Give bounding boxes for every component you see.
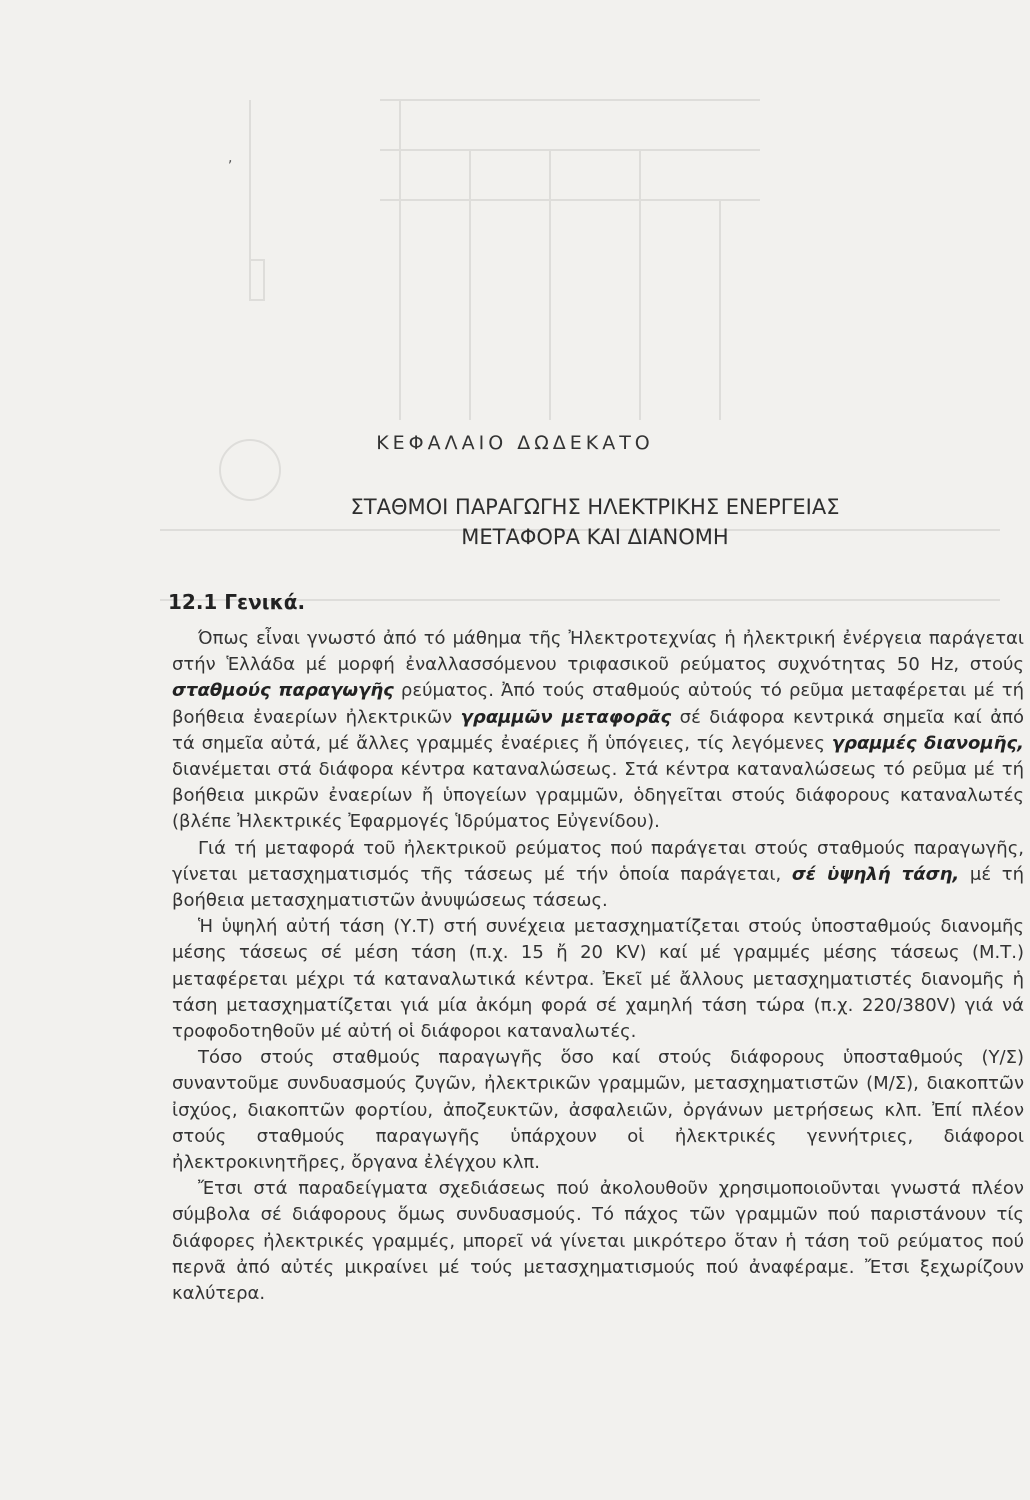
paragraph-1-text-a: Όπως εἶναι γνωστό ἀπό τό μάθημα τῆς Ἠλεκτροτεχνίας ἡ ἠλεκτρική ἐνέργεια παράγεται στήν Ἑλλάδα μέ μορφή ἐναλλασσόμενου τριφασικοῦ ρεύματος συχνότητας 50 Hz, στούς — [172, 628, 1024, 676]
paragraph-5: Ἔτσι στά παραδείγματα σχεδιάσεως πού ἀκολουθοῦν χρησιμοποιοῦνται γνωστά πλέον σύμβολα σέ διάφορους ὅμως συνδυασμούς. Τό πάχος τῶν γραμμῶν πού παριστάνουν τίς διάφορες ἠλεκτρικές γραμμές, μπορεῖ νά γίνεται μικρότερο ὅταν ἡ τάση τοῦ ρεύματος πού περνᾶ ἀπό αὐτές μικραίνει μέ τούς μετασχηματισμούς πού ἀναφέραμε. Ἔτσι ξεχωρίζουν καλύτερα. — [172, 1178, 1024, 1305]
chapter-label: ΚΕΦΑΛΑΙΟ ΔΩΔΕΚΑΤΟ — [376, 432, 654, 454]
chapter-title-line-2: ΜΕΤΑΦΟΡΑ ΚΑΙ ΔΙΑΝΟΜΗ — [461, 525, 729, 549]
paragraph-1 — [172, 626, 1024, 836]
chapter-title-line-1: ΣΤΑΘΜΟΙ ΠΑΡΑΓΩΓΗΣ ΗΛΕΚΤΡΙΚΗΣ ΕΝΕΡΓΕΙΑΣ — [350, 495, 840, 519]
pencil-mark: , — [228, 150, 233, 166]
paragraph-4: Τόσο στούς σταθμούς παραγωγῆς ὅσο καί στούς διάφορους ὑποσταθμούς (Υ/Σ) συναντοῦμε συνδυασμούς ζυγῶν, ἠλεκτρικῶν γραμμῶν, μετασχηματιστῶν (Μ/Σ), διακοπτῶν ἰσχύος, διακοπτῶν φορτίου, ἀποζευκτῶν, ἀσφαλειῶν, ὀργάνων μετρήσεως κλπ. Ἐπί πλέον στούς σταθμούς παραγωγῆς ὑπάρχουν οἱ ἠλεκτρικές γεννήτριες, διάφοροι ἠλεκτροκινητῆρες, ὄργανα ἐλέγχου κλπ. — [172, 1047, 1024, 1174]
body-text — [172, 626, 1024, 1307]
paragraph-2 — [172, 836, 1024, 915]
chapter-title — [0, 492, 1030, 552]
term-distribution-lines: γραμμές διανομῆς, — [831, 732, 1024, 754]
paragraph-3: Ἡ ὑψηλή αὐτή τάση (Υ.Τ) στή συνέχεια μετασχηματίζεται στούς ὑποσταθμούς διανομῆς μέσης τάσεως σέ μέση τάση (π.χ. 15 ἤ 20 KV) καί μέ γραμμές μέσης τάσεως (Μ.Τ.) μεταφέρεται μέχρι τά καταναλωτικά κέντρα. Ἐκεῖ μέ ἄλλους μετασχηματιστές διανομῆς ἡ τάση μετασχηματίζεται γιά μία ἀκόμη φορά σέ χαμηλή τάση τώρα (π.χ. 220/380V) γιά νά τροφοδοτηθοῦν μέ αὐτή οἱ διάφοροι καταναλωτές. — [172, 916, 1024, 1043]
term-transmission-lines: γραμμῶν μεταφορᾶς — [460, 706, 672, 728]
paragraph-2-text-c: μέ τή βοήθεια μετασχηματιστῶν ἀνυψώσεως τάσεως. — [172, 863, 1025, 912]
section-heading: 12.1 Γενικά. — [168, 590, 306, 614]
paragraph-1-text-e: διανέμεται στά διάφορα κέντρα καταναλώσεως. Στά κέντρα καταναλώσεως τό ρεῦμα μέ τή βοήθεια μικρῶν ἐναερίων ἤ ὑπογείων γραμμῶν, ὁδηγεῖται στούς διάφορους καταναλωτές (βλέπε Ἠλεκτρικές Ἐφαρμογές Ἱδρύματος Εὐγενίδου). — [172, 759, 1024, 833]
paragraph-1-text-d: σέ διάφορα κεντρικά σημεῖα καί ἀπό τά σημεῖα αὐτά, μέ ἄλλες γραμμές ἐναέριες ἤ ὑπόγειες, τίς λεγόμενες — [172, 706, 1024, 754]
paragraph-1-text-c: ρεύματος. Ἀπό τούς σταθμούς αὐτούς τό ρεῦμα μεταφέρεται μέ τή βοήθεια ἐναερίων ἠλεκτρικῶν — [172, 680, 1025, 728]
paragraph-2-text-a: Γιά τή μεταφορά τοῦ ἠλεκτρικοῦ ρεύματος πού παράγεται στούς σταθμούς παραγωγῆς, γίνεται μετασχηματισμός τῆς τάσεως μέ τήν ὁποία παράγεται, — [172, 837, 1024, 885]
term-power-stations: σταθμούς παραγωγῆς — [172, 680, 394, 702]
term-high-voltage: σέ ὑψηλή τάση, — [791, 863, 960, 885]
